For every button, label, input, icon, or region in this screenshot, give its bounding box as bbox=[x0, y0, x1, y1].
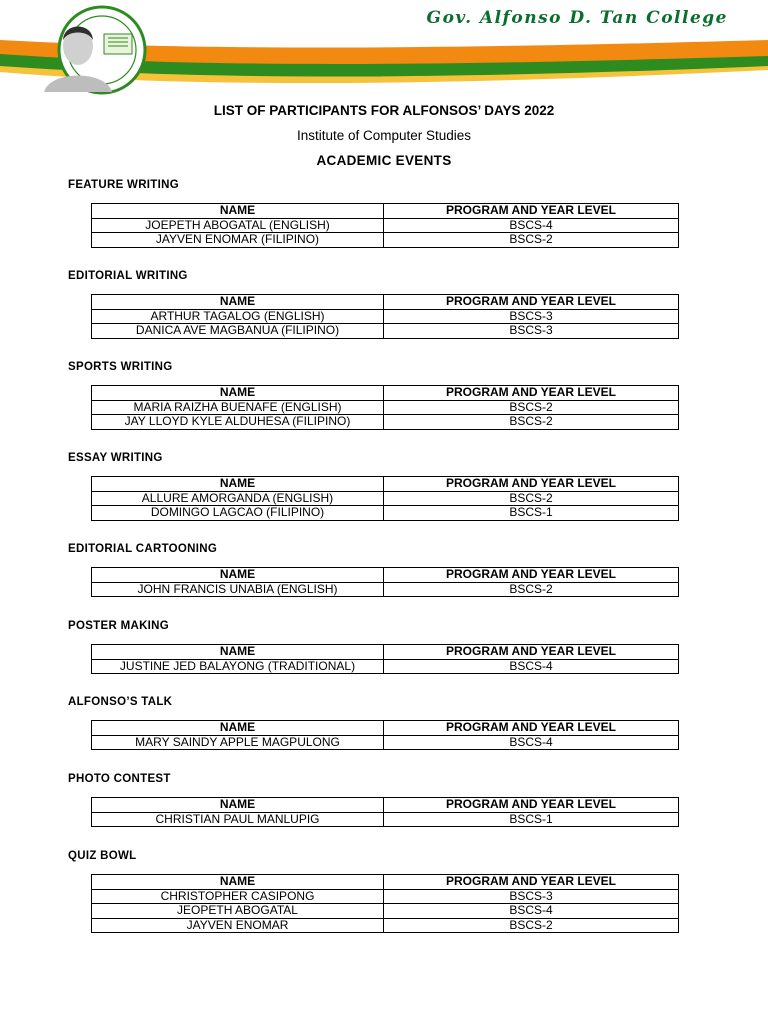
column-header-name: NAME bbox=[92, 386, 384, 401]
column-header-name: NAME bbox=[92, 798, 384, 813]
table-row bbox=[92, 918, 679, 933]
column-header-name: NAME bbox=[92, 875, 384, 890]
column-header-program: PROGRAM AND YEAR LEVEL bbox=[384, 204, 679, 219]
participant-name: MARIA RAIZHA BUENAFE (ENGLISH) bbox=[92, 400, 384, 415]
program-year-level: BSCS-2 bbox=[384, 918, 679, 933]
table-row bbox=[92, 506, 679, 521]
event-title: SPORTS WRITING bbox=[68, 361, 173, 373]
column-header-name: NAME bbox=[92, 204, 384, 219]
program-year-level: BSCS-3 bbox=[384, 324, 679, 339]
program-year-level: BSCS-2 bbox=[384, 582, 679, 597]
participants-table bbox=[91, 797, 679, 827]
participants-table bbox=[91, 720, 679, 750]
program-year-level: BSCS-4 bbox=[384, 218, 679, 233]
participant-name: JAY LLOYD KYLE ALDUHESA (FILIPINO) bbox=[92, 415, 384, 430]
table-row bbox=[92, 904, 679, 919]
program-year-level: BSCS-2 bbox=[384, 400, 679, 415]
event-title: EDITORIAL WRITING bbox=[68, 270, 188, 282]
participant-name: JOHN FRANCIS UNABIA (ENGLISH) bbox=[92, 582, 384, 597]
event-title: ESSAY WRITING bbox=[68, 452, 163, 464]
letterhead bbox=[0, 0, 768, 100]
column-header-program: PROGRAM AND YEAR LEVEL bbox=[384, 386, 679, 401]
table-row bbox=[92, 812, 679, 827]
institute-name: Institute of Computer Studies bbox=[296, 128, 472, 143]
participants-table bbox=[91, 385, 679, 430]
table-row bbox=[92, 491, 679, 506]
participants-table bbox=[91, 476, 679, 521]
column-header-name: NAME bbox=[92, 568, 384, 583]
participant-name: CHRISTOPHER CASIPONG bbox=[92, 889, 384, 904]
table-header-row bbox=[92, 721, 679, 736]
participants-table bbox=[91, 644, 679, 674]
participant-name: DOMINGO LAGCAO (FILIPINO) bbox=[92, 506, 384, 521]
participant-name: JUSTINE JED BALAYONG (TRADITIONAL) bbox=[92, 659, 384, 674]
document-title: LIST OF PARTICIPANTS FOR ALFONSOS’ DAYS 2022 bbox=[213, 103, 555, 118]
table-row bbox=[92, 415, 679, 430]
college-name: Gov. Alfonso D. Tan College bbox=[426, 8, 728, 28]
table-header-row bbox=[92, 295, 679, 310]
participant-name: JEOPETH ABOGATAL bbox=[92, 904, 384, 919]
column-header-program: PROGRAM AND YEAR LEVEL bbox=[384, 295, 679, 310]
table-header-row bbox=[92, 204, 679, 219]
program-year-level: BSCS-2 bbox=[384, 415, 679, 430]
table-header-row bbox=[92, 477, 679, 492]
participants-table bbox=[91, 203, 679, 248]
program-year-level: BSCS-1 bbox=[384, 812, 679, 827]
program-year-level: BSCS-2 bbox=[384, 233, 679, 248]
participants-table bbox=[91, 294, 679, 339]
section-title: ACADEMIC EVENTS bbox=[316, 153, 452, 168]
event-title: FEATURE WRITING bbox=[68, 179, 179, 191]
column-header-name: NAME bbox=[92, 295, 384, 310]
table-header-row bbox=[92, 645, 679, 660]
participants-table bbox=[91, 874, 679, 933]
table-row bbox=[92, 400, 679, 415]
event-title: QUIZ BOWL bbox=[68, 850, 137, 862]
participant-name: CHRISTIAN PAUL MANLUPIG bbox=[92, 812, 384, 827]
program-year-level: BSCS-1 bbox=[384, 506, 679, 521]
column-header-program: PROGRAM AND YEAR LEVEL bbox=[384, 477, 679, 492]
column-header-name: NAME bbox=[92, 477, 384, 492]
program-year-level: BSCS-4 bbox=[384, 735, 679, 750]
participant-name: JAYVEN ENOMAR (FILIPINO) bbox=[92, 233, 384, 248]
table-header-row bbox=[92, 568, 679, 583]
program-year-level: BSCS-3 bbox=[384, 309, 679, 324]
table-row bbox=[92, 659, 679, 674]
column-header-program: PROGRAM AND YEAR LEVEL bbox=[384, 721, 679, 736]
column-header-program: PROGRAM AND YEAR LEVEL bbox=[384, 645, 679, 660]
participant-name: JOEPETH ABOGATAL (ENGLISH) bbox=[92, 218, 384, 233]
table-row bbox=[92, 218, 679, 233]
program-year-level: BSCS-4 bbox=[384, 659, 679, 674]
event-title: ALFONSO’S TALK bbox=[68, 696, 173, 708]
participant-name: ALLURE AMORGANDA (ENGLISH) bbox=[92, 491, 384, 506]
column-header-program: PROGRAM AND YEAR LEVEL bbox=[384, 798, 679, 813]
program-year-level: BSCS-4 bbox=[384, 904, 679, 919]
table-row bbox=[92, 324, 679, 339]
table-row bbox=[92, 889, 679, 904]
column-header-program: PROGRAM AND YEAR LEVEL bbox=[384, 875, 679, 890]
participant-name: MARY SAINDY APPLE MAGPULONG bbox=[92, 735, 384, 750]
table-header-row bbox=[92, 798, 679, 813]
table-header-row bbox=[92, 875, 679, 890]
participant-name: JAYVEN ENOMAR bbox=[92, 918, 384, 933]
program-year-level: BSCS-3 bbox=[384, 889, 679, 904]
column-header-program: PROGRAM AND YEAR LEVEL bbox=[384, 568, 679, 583]
event-title: EDITORIAL CARTOONING bbox=[68, 543, 218, 555]
program-year-level: BSCS-2 bbox=[384, 491, 679, 506]
table-row bbox=[92, 233, 679, 248]
table-row bbox=[92, 309, 679, 324]
table-row bbox=[92, 582, 679, 597]
event-title: PHOTO CONTEST bbox=[68, 773, 171, 785]
column-header-name: NAME bbox=[92, 645, 384, 660]
table-header-row bbox=[92, 386, 679, 401]
participant-name: ARTHUR TAGALOG (ENGLISH) bbox=[92, 309, 384, 324]
column-header-name: NAME bbox=[92, 721, 384, 736]
table-row bbox=[92, 735, 679, 750]
event-title: POSTER MAKING bbox=[68, 620, 170, 632]
participants-table bbox=[91, 567, 679, 597]
participant-name: DANICA AVE MAGBANUA (FILIPINO) bbox=[92, 324, 384, 339]
